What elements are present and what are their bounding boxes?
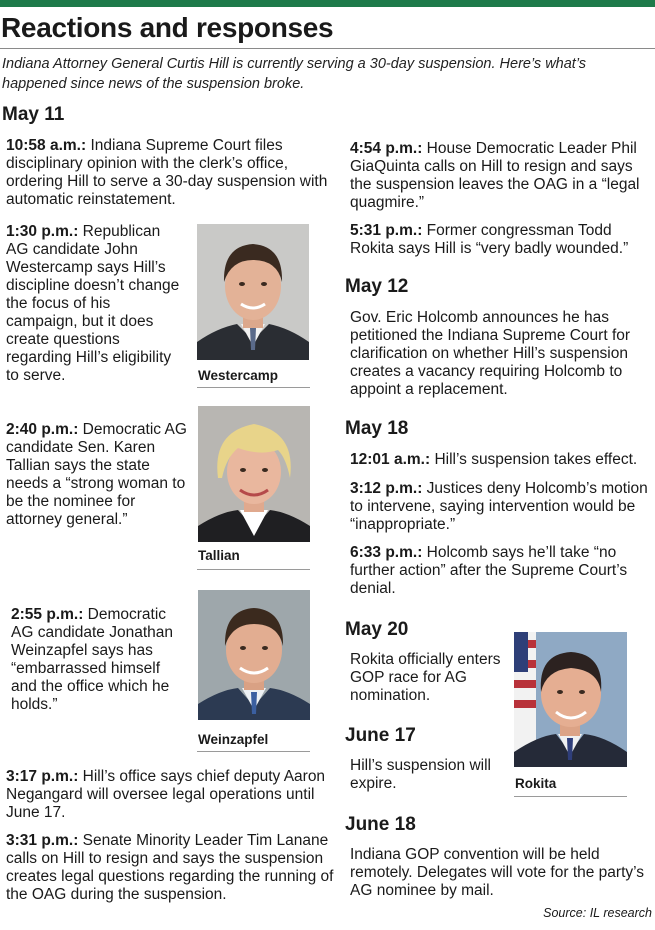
entry-text: Hill’s suspension will expire. — [350, 757, 491, 792]
caption-divider — [514, 796, 627, 797]
entry-text: Indiana Supreme Court files disciplinary opinion with the clerk’s office, ordering Hill to serve a 30-day suspension with automatic reinstatement. — [6, 137, 328, 208]
timeline-entry — [350, 451, 653, 469]
timeline-entry — [350, 222, 653, 258]
entry-text: Hill’s suspension takes effect. — [430, 451, 638, 468]
entry-time: 1:30 p.m.: — [6, 223, 79, 240]
entry-text: Holcomb says he’ll take “no further action” after the Supreme Court’s denial. — [350, 544, 628, 597]
entry-time: 10:58 a.m.: — [6, 137, 87, 154]
photo-caption: Westercamp — [198, 368, 279, 383]
top-accent-bar — [0, 0, 655, 7]
entry-time: 2:40 p.m.: — [6, 421, 79, 438]
timeline-entry — [350, 757, 495, 793]
date-heading-may-12: May 12 — [345, 276, 409, 297]
timeline-entry — [6, 137, 346, 209]
timeline-entry — [350, 480, 650, 534]
title-divider — [0, 48, 655, 49]
date-heading-june-18: June 18 — [345, 814, 416, 835]
entry-time: 12:01 a.m.: — [350, 451, 431, 468]
timeline-entry — [350, 846, 650, 900]
photo-caption: Rokita — [515, 776, 557, 791]
timeline-entry — [350, 140, 653, 212]
intro-text: Indiana Attorney General Curtis Hill is currently serving a 30-day suspension. Here’s what’s happened since news of the suspension broke. — [2, 56, 587, 92]
tallian-photo — [198, 406, 310, 542]
caption-divider — [197, 751, 310, 752]
date-heading-may-11: May 11 — [2, 104, 65, 125]
entry-time: 3:12 p.m.: — [350, 480, 423, 497]
entry-time: 3:31 p.m.: — [6, 832, 79, 849]
entry-text: Republican AG candidate John Westercamp says Hill’s discipline doesn’t change the focus of his campaign, but it does create questions regarding Hill’s eligibility to serve. — [6, 223, 180, 384]
date-heading-may-20: May 20 — [345, 619, 409, 640]
entry-text: House Democratic Leader Phil GiaQuinta calls on Hill to resign and says the suspension leaves the OAG in a “legal quagmire.” — [350, 140, 640, 211]
rokita-photo — [514, 632, 627, 767]
photo-caption: Tallian — [198, 548, 240, 563]
entry-time: 3:17 p.m.: — [6, 768, 79, 785]
page-title: Reactions and responses — [1, 12, 334, 43]
entry-text: Senate Minority Leader Tim Lanane calls on Hill to resign and says the suspension creates legal questions regarding the running of the OAG during the suspension. — [6, 832, 334, 903]
westercamp-photo — [197, 224, 309, 360]
timeline-entry — [350, 651, 505, 705]
entry-time: 4:54 p.m.: — [350, 140, 423, 157]
timeline-entry — [6, 832, 341, 904]
weinzapfel-photo — [198, 590, 310, 720]
timeline-entry — [6, 768, 341, 822]
timeline-entry — [350, 309, 650, 399]
caption-divider — [197, 387, 310, 388]
entry-text: Democratic AG candidate Jonathan Weinzapfel says has “embarrassed himself and the office which he holds.” — [11, 606, 174, 713]
timeline-entry — [11, 606, 189, 714]
caption-divider — [197, 569, 310, 570]
entry-text: Rokita officially enters GOP race for AG nomination. — [350, 651, 501, 704]
source-credit: Source: IL research — [543, 906, 652, 920]
entry-text: Former congressman Todd Rokita says Hill is “very badly wounded.” — [350, 222, 629, 257]
photo-caption: Weinzapfel — [198, 732, 269, 747]
entry-text: Justices deny Holcomb’s motion to intervene, saying intervention would be “inappropriate.” — [350, 480, 648, 533]
entry-time: 2:55 p.m.: — [11, 606, 84, 623]
entry-time: 6:33 p.m.: — [350, 544, 423, 561]
timeline-entry — [350, 544, 650, 598]
entry-text: Gov. Eric Holcomb announces he has petitioned the Indiana Supreme Court for clarification on whether Hill’s suspension creates a vacancy requiring Holcomb to appoint a replacement. — [350, 309, 631, 398]
entry-text: Indiana GOP convention will be held remotely. Delegates will vote for the party’s AG nominee by mail. — [350, 846, 645, 899]
entry-time: 5:31 p.m.: — [350, 222, 423, 239]
date-heading-june-17: June 17 — [345, 725, 416, 746]
date-heading-may-18: May 18 — [345, 418, 409, 439]
timeline-entry — [6, 223, 186, 385]
entry-text: Democratic AG candidate Sen. Karen Tallian says the state needs a “strong woman to be the nominee for attorney general.” — [6, 421, 187, 528]
entry-text: Hill’s office says chief deputy Aaron Negangard will oversee legal operations until June 17. — [6, 768, 326, 821]
timeline-entry — [6, 421, 189, 529]
